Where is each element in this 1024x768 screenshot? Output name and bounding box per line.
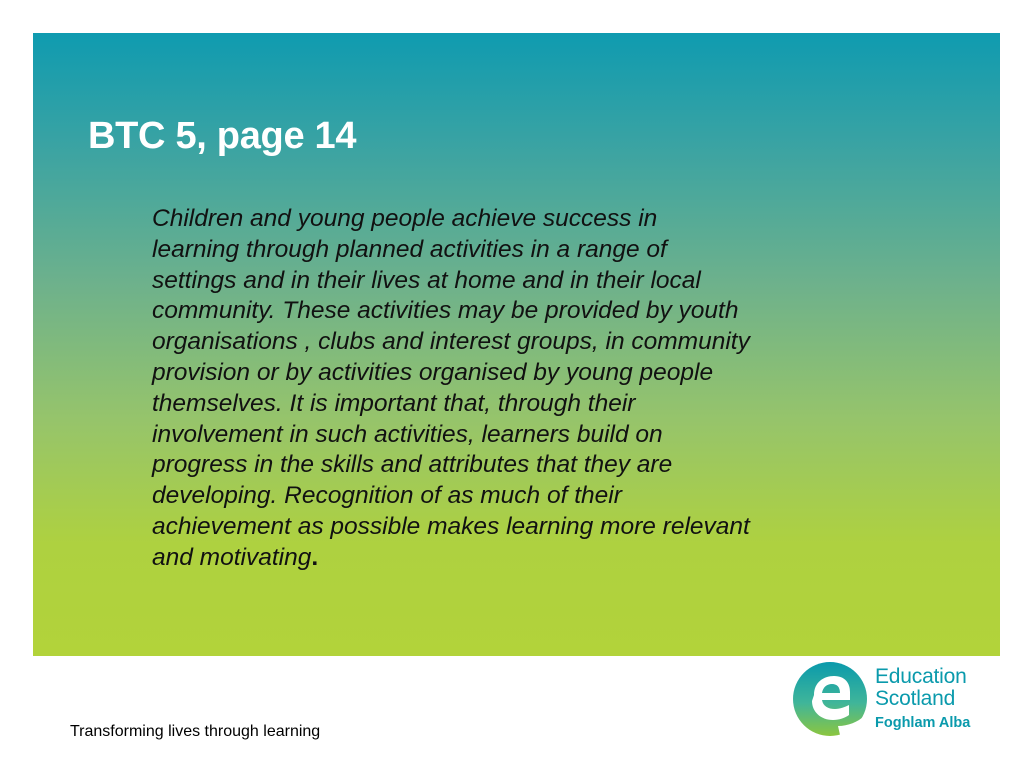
logo-wordmark [875, 666, 970, 734]
logo-line-foghlam-alba: Foghlam Alba [875, 715, 971, 731]
slide-title: BTC 5, page 14 [88, 115, 357, 157]
footer-tagline: Transforming lives through learning [70, 723, 321, 740]
body-end-period: . [311, 543, 319, 571]
logo-line-education: Education [875, 665, 967, 688]
slide-body-text [152, 204, 864, 574]
logo-line-scotland: Scotland [875, 687, 956, 710]
body-paragraph: Children and young people achieve success in learning through planned activities in a range of settings and in their lives at home and in their local community. These activities may be provided by youth organisations , clubs and interest groups, in community provision or by activities organised by young people themselves. It is important that, through their involvement in such activities, learners build on progress in the skills and attributes that they are developing. Recognition of as much of their achievement as possible makes learning more relevant and motivating [152, 205, 750, 571]
education-scotland-logo [792, 660, 992, 740]
education-scotland-e-icon [792, 660, 870, 738]
